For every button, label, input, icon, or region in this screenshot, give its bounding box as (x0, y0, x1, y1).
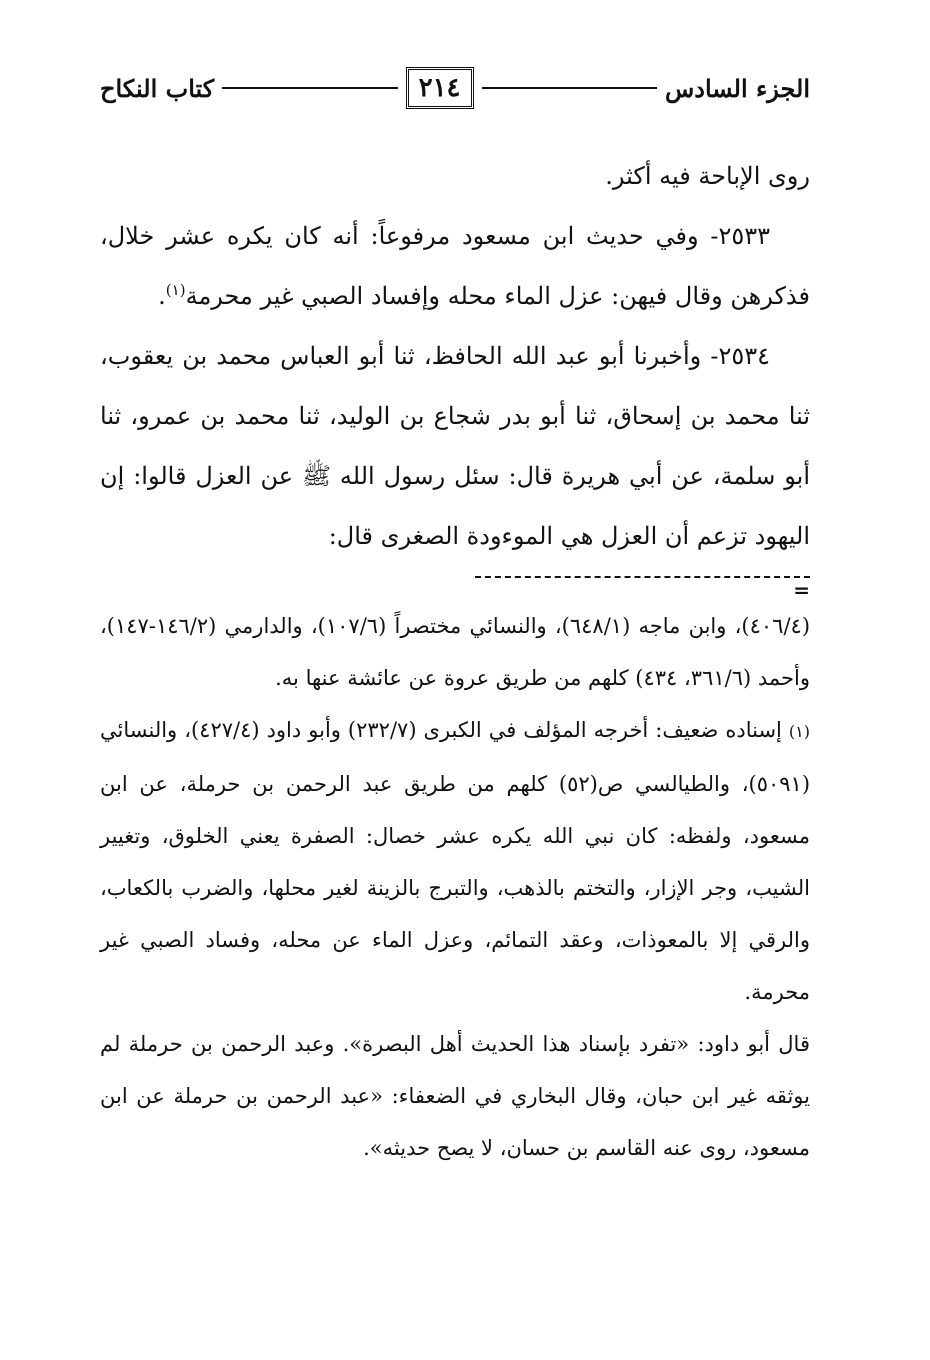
hadith-2534: ٢٥٣٤- وأخبرنا أبو عبد الله الحافظ، ثنا أبو العباس محمد بن يعقوب، ثنا محمد بن إسحاق، ثنا أبو بدر شجاع بن الوليد، ثنا محمد بن عمرو، ثنا أبو سلمة، عن أبي هريرة قال: سئل رسول الله ﷺ عن العزل قالوا: إن اليهود تزعم أن العزل هي الموءودة الصغرى قال: (100, 342, 811, 550)
hadith-2533-text: ٢٥٣٣- وفي حديث ابن مسعود مرفوعاً: أنه كان يكره عشر خلال، فذكرهن وقال فيهن: عزل الماء محله وإفساد الصبي غير محرمة (100, 222, 810, 310)
footnote-1-text: إسناده ضعيف: أخرجه المؤلف في الكبرى (٢٣٢/٧) وأبو داود (٤٢٧/٤)، والنسائي (٥٠٩١)، والطيالسي ص(٥٢) كلهم من طريق عبد الرحمن بن حرملة، عن ابن مسعود، ولفظه: كان نبي الله يكره عشر خصال: الصفرة يعني الخلوق، وتغيير الشيب، وجر الإزار، والتختم بالذهب، والتبرج بالزينة لغير محلها، والضرب بالكعاب، والرقي إلا بالمعوذات، وعقد التمائم، وعزل الماء عن محله، وفساد الصبي غير محرمة. (100, 718, 811, 1004)
footnote-1 (100, 704, 810, 1018)
footnote-continued: (٤٠٦/٤)، وابن ماجه (٦٤٨/١)، والنسائي مختصراً (١٠٧/٦)، والدارمي (١٤٦/٢-١٤٧)، وأحمد (٣٦١/٦، ٤٣٤) كلهم من طريق عروة عن عائشة عنها به. (100, 614, 811, 690)
abu-dawud-comment: قال أبو داود: «تفرد بإسناد هذا الحديث أهل البصرة». وعبد الرحمن بن حرملة لم يوثقه غير ابن حبان، وقال البخاري في الضعفاء: «عبد الرحمن بن حرملة عن ابن مسعود، روى عنه القاسم بن حسان، لا يصح حديثه». (100, 1032, 810, 1160)
footnote-ref-1[interactable]: (١) (165, 281, 186, 299)
volume-title: الجزء السادس (664, 73, 810, 103)
main-text (100, 146, 810, 566)
page-header (100, 60, 810, 116)
header-rule-left (222, 87, 397, 89)
footnote-1-number: (١) (788, 722, 811, 741)
continuation-line: روى الإباحة فيه أكثر. (605, 162, 810, 190)
footnotes (100, 600, 810, 1174)
book-page (100, 60, 810, 1300)
hadith-2533-end: . (158, 282, 166, 310)
header-rule-right (482, 87, 657, 89)
footnote-dashed-rule (475, 576, 810, 578)
continuation-mark: = (793, 578, 810, 602)
page-number: ٢١٤ (406, 67, 474, 109)
hadith-2533 (100, 206, 810, 326)
footnote-separator (100, 574, 810, 600)
book-title: كتاب النكاح (99, 73, 215, 103)
